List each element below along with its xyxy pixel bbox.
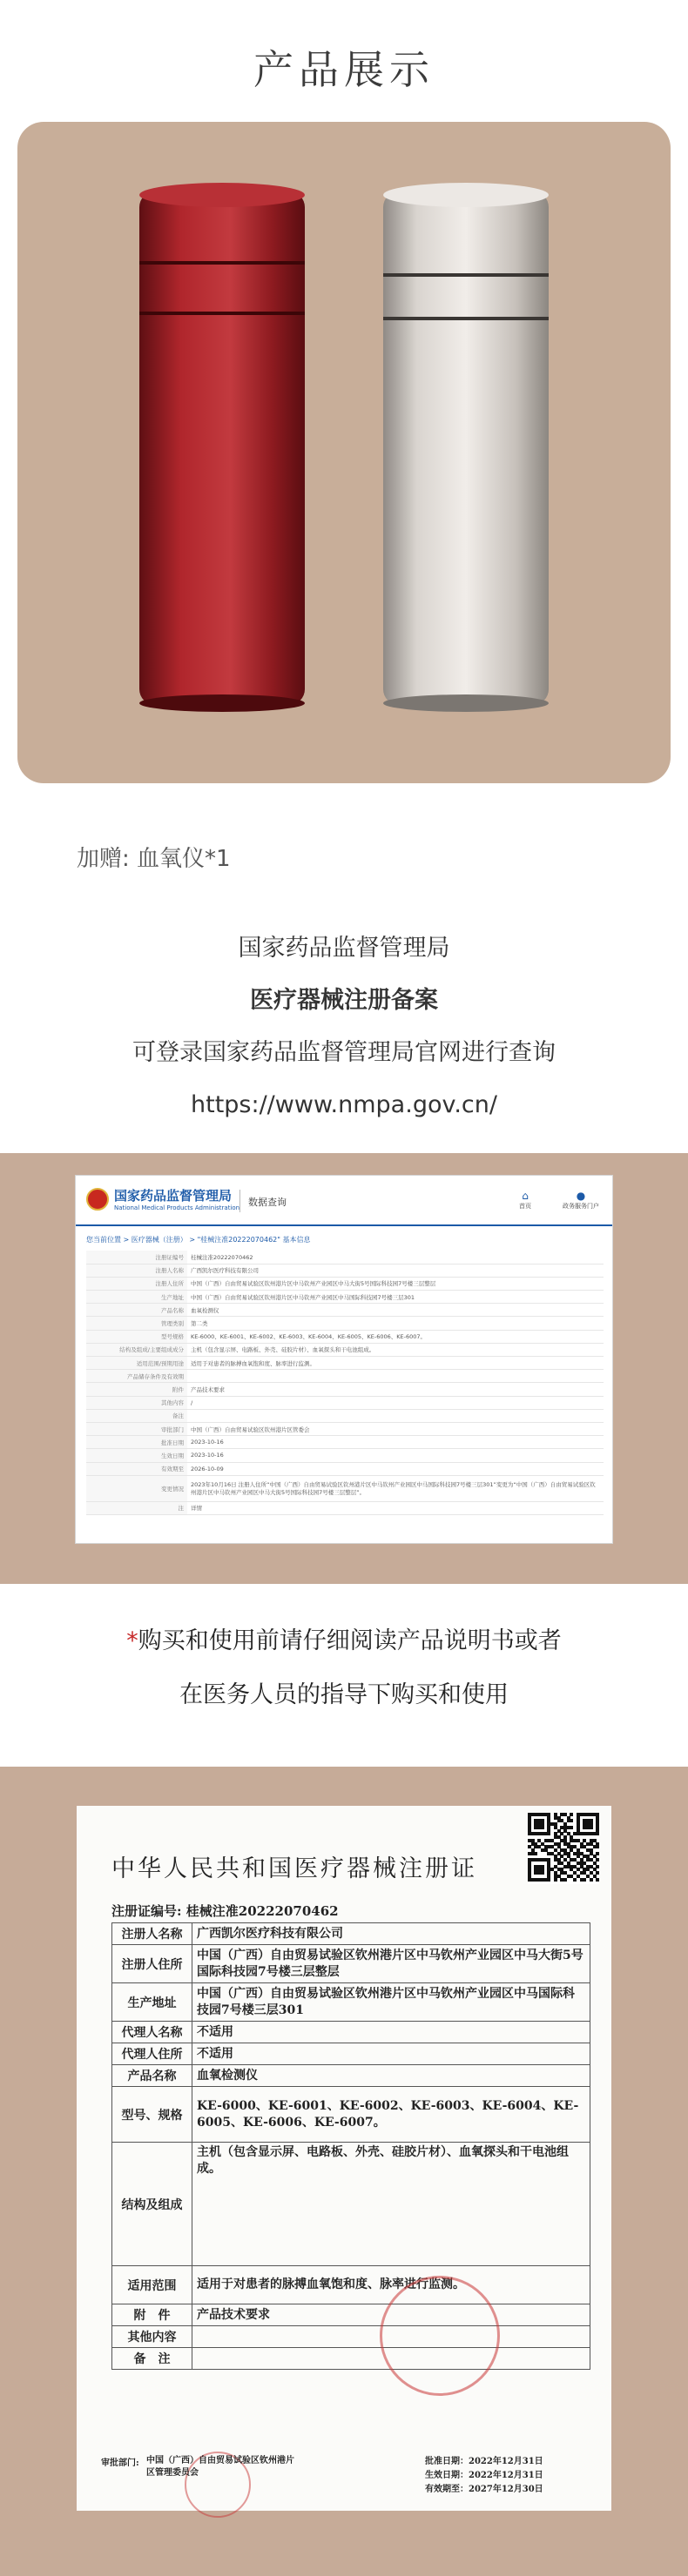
table-row [86,1330,604,1343]
row-value: 产品技术要求 [187,1383,604,1396]
screenshot-header [76,1176,612,1226]
table-row [86,1409,604,1422]
row-key: 附件 [86,1383,187,1396]
data-query-link[interactable]: 数据查询 [248,1197,287,1208]
row-key: 型号规格 [86,1330,187,1343]
notice-line-1 [0,1614,688,1668]
user-portal-link[interactable] [555,1190,607,1211]
table-row [86,1501,604,1514]
notice-line-1-text: 购买和使用前请仔细阅读产品说明书或者 [138,1627,562,1654]
row-key: 管理类别 [86,1317,187,1330]
table-row [86,1396,604,1409]
user-icon: ● [576,1190,586,1202]
qr-code-icon [528,1813,599,1884]
table-row [86,1462,604,1475]
row-key: 适用范围/预期用途 [86,1357,187,1370]
product-bottles-image [17,122,671,783]
certificate-row [112,2304,590,2326]
approver-name: 中国（广西）自由贸易试验区钦州港片区管理委员会 [146,2456,294,2478]
row-value [187,1409,604,1422]
certificate-row-key: 附 件 [112,2304,192,2326]
certificate-row [112,2043,590,2065]
table-row [86,1317,604,1330]
row-value: / [187,1396,604,1409]
row-value: 2026-10-09 [187,1462,604,1475]
certificate-row [112,1923,590,1945]
table-row [86,1357,604,1370]
certificate-row-value: 不适用 [192,2043,590,2065]
table-row [86,1475,604,1501]
certificate-row [112,2022,590,2043]
certificate-row-value: 中国（广西）自由贸易试验区钦州港片区中马钦州产业园区中马国际科技园7号楼三层301 [192,1983,590,2022]
row-key: 注册人住所 [86,1277,187,1290]
certificate-row-key: 注册人住所 [112,1945,192,1983]
row-value: KE-6000、KE-6001、KE-6002、KE-6003、KE-6004、KE-6005、KE-6006、KE-6007。 [187,1330,604,1343]
table-row [86,1251,604,1264]
table-row [86,1277,604,1290]
certificate-row-key: 代理人名称 [112,2022,192,2043]
table-row [86,1370,604,1383]
approver-label: 审批部门: [101,2459,139,2468]
nmpa-name: 国家药品监督管理局 [238,935,450,962]
certificate-row [112,2087,590,2143]
certificate-row-key: 代理人住所 [112,2043,192,2065]
row-value: 2023年10月16日 注册人住所“中国（广西）自由贸易试验区钦州港片区中马钦州产业园区中马国际科技园7号楼三层301”变更为“中国（广西）自由贸易试验区钦州港片区中马钦州产业园区中马大街5号国际科技园7号楼三层整层”。 [187,1475,604,1501]
row-key: 结构及组成/主要组成成分 [86,1343,187,1356]
certificate-title: 中华人民共和国医疗器械注册证 [111,1855,477,1882]
row-value: 桂械注准20222070462 [187,1251,604,1264]
screenshot-logo: 国家药品监督管理局 [114,1188,233,1204]
certificate-number-label: 注册证编号: [111,1903,182,1919]
expiry-date: 有效期至：2027年12月30日 [425,2485,543,2494]
nmpa-query-hint: 可登录国家药品监督管理局官网进行查询 [132,1039,556,1066]
certificate-row-value: 主机（包含显示屏、电路板、外壳、硅胶片材）、血氧探头和干电池组成。 [192,2143,590,2266]
page-title: 产品展示 [253,46,435,93]
certificate-row-value: 血氧检测仪 [192,2065,590,2087]
table-row [86,1436,604,1449]
row-value: 适用于对患者的脉搏血氧饱和度、脉率进行监测。 [187,1357,604,1370]
screenshot-logo-en: National Medical Products Administration [114,1204,240,1211]
notice-star: * [126,1627,138,1654]
certificate-row-value: 中国（广西）自由贸易试验区钦州港片区中马钦州产业园区中马大街5号国际科技园7号楼三层整层 [192,1945,590,1983]
official-seal-icon [380,2276,500,2396]
nmpa-website-screenshot [75,1175,613,1544]
row-value [187,1370,604,1383]
home-label: 首页 [519,1203,531,1210]
certificate-row-key: 型号、规格 [112,2087,192,2143]
certificate-table [111,1922,590,2370]
row-key: 生产地址 [86,1291,187,1304]
certificate-row-key: 适用范围 [112,2266,192,2304]
row-key: 注 [86,1501,187,1514]
table-row [86,1449,604,1462]
table-row [86,1291,604,1304]
row-value: 中国（广西）自由贸易试验区钦州港片区中马钦州产业园区中马大街5号国际科技园7号楼三层整层 [187,1277,604,1290]
home-icon: ⌂ [522,1190,529,1202]
certificate-row-value: 产品技术要求 [192,2304,590,2326]
certificate-row-value: 广西凯尔医疗科技有限公司 [192,1923,590,1945]
row-key: 注册证编号 [86,1251,187,1264]
national-emblem-icon [86,1188,109,1211]
notice-line-2: 在医务人员的指导下购买和使用 [179,1681,509,1708]
certificate-row-value: 适用于对患者的脉搏血氧饱和度、脉率进行监测。 [192,2266,590,2304]
row-key: 其他内容 [86,1396,187,1409]
certificate-row-key: 生产地址 [112,1983,192,2022]
approval-date: 批准日期：2022年12月31日 [425,2457,543,2466]
product-photo-card [17,122,671,783]
row-key: 注册人名称 [86,1264,187,1277]
row-value: 详情 [187,1501,604,1514]
gift-text: 加赠: 血氧仪*1 [77,846,231,872]
row-key: 变更情况 [86,1475,187,1501]
silver-bottle [383,183,549,712]
table-row [86,1343,604,1356]
registration-certificate [77,1806,611,2511]
purchase-notice [0,1614,688,1722]
certificate-row [112,2326,590,2348]
nmpa-info [0,922,688,1131]
certificate-dates [425,2455,543,2497]
table-row [86,1422,604,1435]
row-value: 中国（广西）自由贸易试验区钦州港片区管委会 [187,1422,604,1435]
certificate-row [112,2266,590,2304]
red-bottle [139,183,305,712]
row-value: 血氧检测仪 [187,1304,604,1317]
certificate-number-value: 桂械注准20222070462 [185,1903,339,1919]
certificate-row-key: 注册人名称 [112,1923,192,1945]
nmpa-registration: 医疗器械注册备案 [250,987,438,1014]
row-key: 有效期至 [86,1462,187,1475]
row-value: 中国（广西）自由贸易试验区钦州港片区中马钦州产业园区中马国际科技园7号楼三层301 [187,1291,604,1304]
certificate-row-key: 备 注 [112,2348,192,2370]
certificate-row [112,2143,590,2266]
row-value: 广西凯尔医疗科技有限公司 [187,1264,604,1277]
table-row [86,1383,604,1396]
certificate-row [112,2348,590,2370]
breadcrumb: 您当前位置 > 医疗器械（注册） > "桂械注准20222070462" 基本信息 [86,1236,311,1244]
row-key: 备注 [86,1409,187,1422]
certificate-row-value: KE-6000、KE-6001、KE-6002、KE-6003、KE-6004、KE-6005、KE-6006、KE-6007。 [192,2087,590,2143]
row-value: 2023-10-16 [187,1436,604,1449]
nmpa-url[interactable]: https://www.nmpa.gov.cn/ [191,1091,497,1118]
divider [239,1190,240,1212]
certificate-row [112,1983,590,2022]
certificate-row [112,1945,590,1983]
row-key: 审批部门 [86,1422,187,1435]
row-value: 第二类 [187,1317,604,1330]
user-label: 政务服务门户 [563,1203,599,1210]
certificate-row-key: 结构及组成 [112,2143,192,2266]
registration-detail-table [86,1251,604,1515]
certificate-number [111,1902,339,1920]
row-key: 生效日期 [86,1449,187,1462]
row-key: 产品名称 [86,1304,187,1317]
certificate-row-key: 其他内容 [112,2326,192,2348]
certificate-row-key: 产品名称 [112,2065,192,2087]
effective-date: 生效日期：2022年12月31日 [425,2471,543,2480]
row-value: 主机（包含显示屏、电路板、外壳、硅胶片材）、血氧探头和干电池组成。 [187,1343,604,1356]
table-row [86,1264,604,1277]
certificate-row [112,2065,590,2087]
table-row [86,1304,604,1317]
home-link[interactable] [508,1190,543,1211]
row-key: 产品储存条件及有效期 [86,1370,187,1383]
row-key: 批准日期 [86,1436,187,1449]
certificate-row-value: 不适用 [192,2022,590,2043]
row-value: 2023-10-16 [187,1449,604,1462]
